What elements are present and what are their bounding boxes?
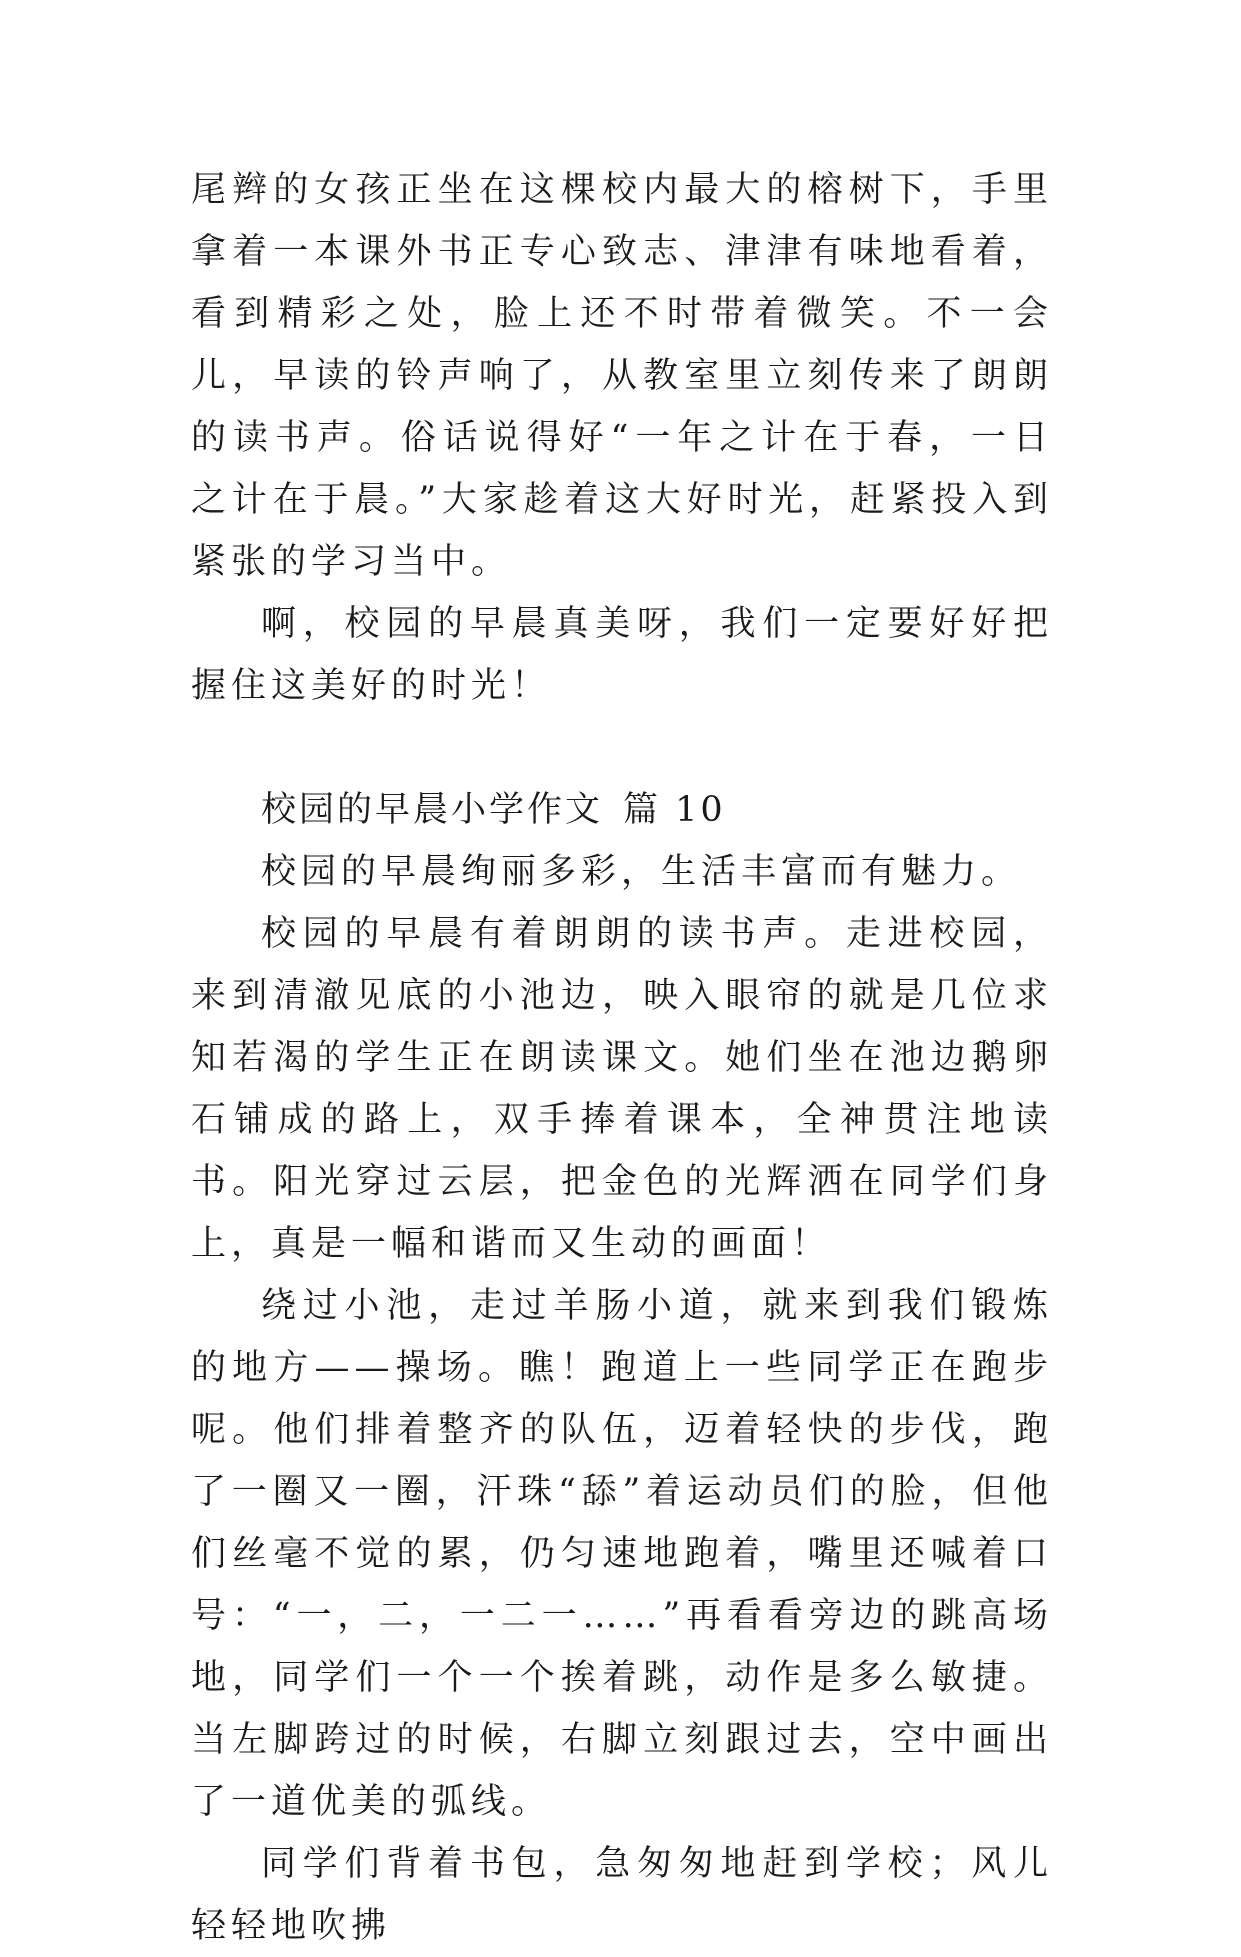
body-paragraph: 校园的早晨绚丽多彩，生活丰富而有魅力。 (261, 852, 1022, 892)
section-heading (191, 779, 1053, 841)
section-spacer (191, 717, 1053, 779)
document-body (191, 159, 1053, 1957)
continuation-paragraph: 尾辫的女孩正坐在这棵校内最大的榕树下，手里拿着一本课外书正专心致志、津津有味地看着，看到精彩之处，脸上还不时带着微笑。不一会儿，早读的铃声响了，从教室里立刻传来了朗朗的读书声。俗话说得好“一年之计在于春，一日之计在于晨。”大家趁着这大好时光，赶紧投入到紧张的学习当中。 (191, 170, 1053, 582)
body-paragraph: 绕过小池，走过羊肠小道，就来到我们锻炼的地方——操场。瞧！跑道上一些同学正在跑步呢。他们排着整齐的队伍，迈着轻快的步伐，跑了一圈又一圈，汗珠“舔”着运动员们的脸，但他们丝毫不觉的累，仍匀速地跑着，嘴里还喊着口号：“一，二，一二一……”再看看旁边的跳高场地，同学们一个一个挨着跳，动作是多么敏捷。当左脚跨过的时候，右脚立刻跟过去，空中画出了一道优美的弧线。 (191, 1286, 1053, 1822)
section-number: 篇 10 (623, 790, 726, 830)
section-title: 校园的早晨小学作文 (261, 790, 604, 830)
closing-paragraph: 啊，校园的早晨真美呀，我们一定要好好把握住这美好的时光！ (191, 604, 1053, 706)
body-paragraph: 校园的早晨有着朗朗的读书声。走进校园，来到清澈见底的小池边，映入眼帘的就是几位求知若渴的学生正在朗读课文。她们坐在池边鹅卵石铺成的路上，双手捧着课本，全神贯注地读书。阳光穿过云层，把金色的光辉洒在同学们身上，真是一幅和谐而又生动的画面！ (191, 914, 1053, 1264)
body-paragraph: 同学们背着书包，急匆匆地赶到学校；风儿轻轻地吹拂 (191, 1844, 1053, 1946)
